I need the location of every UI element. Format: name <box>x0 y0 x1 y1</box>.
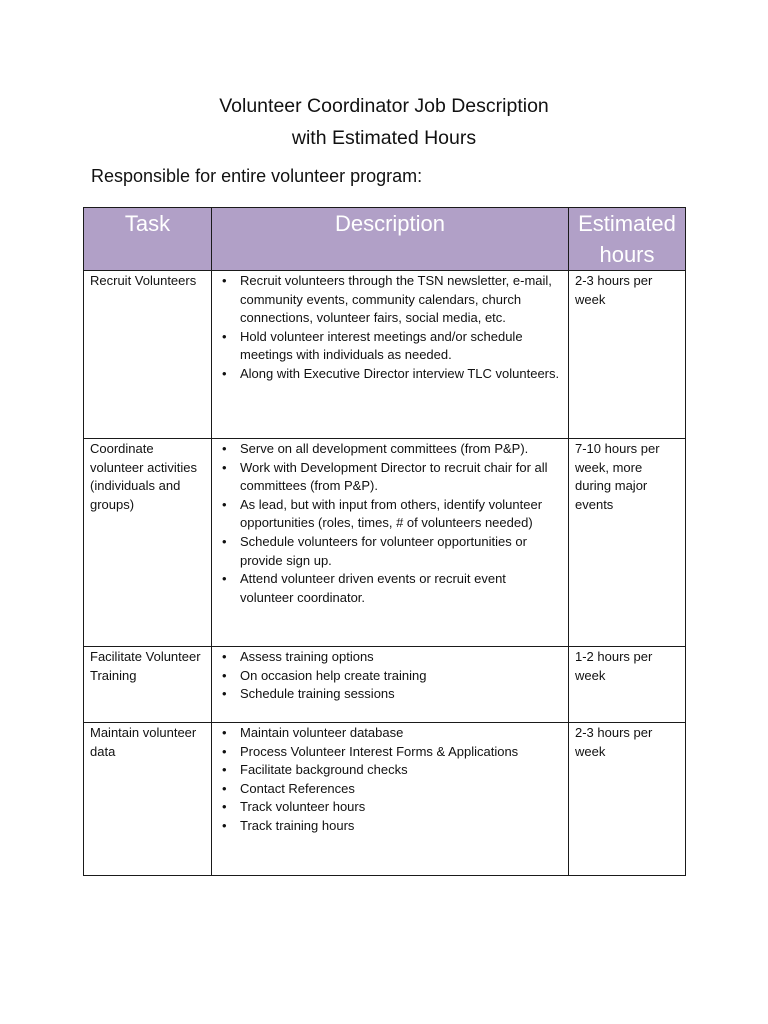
hours-cell: 7-10 hours per week, more during major events <box>569 439 686 647</box>
document-title <box>0 90 768 154</box>
list-item: • Work with Development Director to recruit chair for all committees (from P&P). <box>218 459 562 496</box>
list-item: • On occasion help create training <box>218 667 562 686</box>
list-item: • Schedule volunteers for volunteer opportunities or provide sign up. <box>218 533 562 570</box>
job-table <box>83 207 686 876</box>
list-item: • Recruit volunteers through the TSN newsletter, e-mail, community events, community calendars, church connections, volunteer fairs, social media, etc. <box>218 272 562 328</box>
list-item: • Schedule training sessions <box>218 685 562 704</box>
list-item: • Track volunteer hours <box>218 798 562 817</box>
list-item: • Contact References <box>218 780 562 799</box>
list-item: • Serve on all development committees (from P&P). <box>218 440 562 459</box>
hours-cell: 1-2 hours per week <box>569 647 686 723</box>
document-subtitle: Responsible for entire volunteer program: <box>91 166 423 186</box>
description-cell <box>212 723 569 876</box>
list-item: • Process Volunteer Interest Forms & Applications <box>218 743 562 762</box>
list-item: • Attend volunteer driven events or recruit event volunteer coordinator. <box>218 570 562 607</box>
list-item: • Facilitate background checks <box>218 761 562 780</box>
description-list <box>218 724 562 836</box>
list-item: • Track training hours <box>218 817 562 836</box>
description-list <box>218 648 562 704</box>
title-line-1: Volunteer Coordinator Job Description <box>219 95 549 117</box>
table-row <box>84 647 686 723</box>
description-list <box>218 440 562 607</box>
header-description: Description <box>212 208 569 271</box>
table-row <box>84 271 686 439</box>
description-cell <box>212 439 569 647</box>
description-list <box>218 272 562 384</box>
task-cell: Coordinate volunteer activities (individuals and groups) <box>84 439 212 647</box>
hours-cell: 2-3 hours per week <box>569 271 686 439</box>
table-header-row <box>84 208 686 271</box>
title-line-2: with Estimated Hours <box>291 127 477 149</box>
header-estimated-hours: Estimated hours <box>569 208 686 271</box>
list-item: • Assess training options <box>218 648 562 667</box>
header-task: Task <box>84 208 212 271</box>
list-item: • Along with Executive Director interview TLC volunteers. <box>218 365 562 384</box>
list-item: • Hold volunteer interest meetings and/or schedule meetings with individuals as needed. <box>218 328 562 365</box>
list-item: • Maintain volunteer database <box>218 724 562 743</box>
table-row <box>84 723 686 876</box>
task-cell: Recruit Volunteers <box>84 271 212 439</box>
table-row <box>84 439 686 647</box>
task-cell: Facilitate Volunteer Training <box>84 647 212 723</box>
hours-cell: 2-3 hours per week <box>569 723 686 876</box>
description-cell <box>212 271 569 439</box>
task-cell: Maintain volunteer data <box>84 723 212 876</box>
description-cell <box>212 647 569 723</box>
list-item: • As lead, but with input from others, identify volunteer opportunities (roles, times, # of volunteers needed) <box>218 496 562 533</box>
